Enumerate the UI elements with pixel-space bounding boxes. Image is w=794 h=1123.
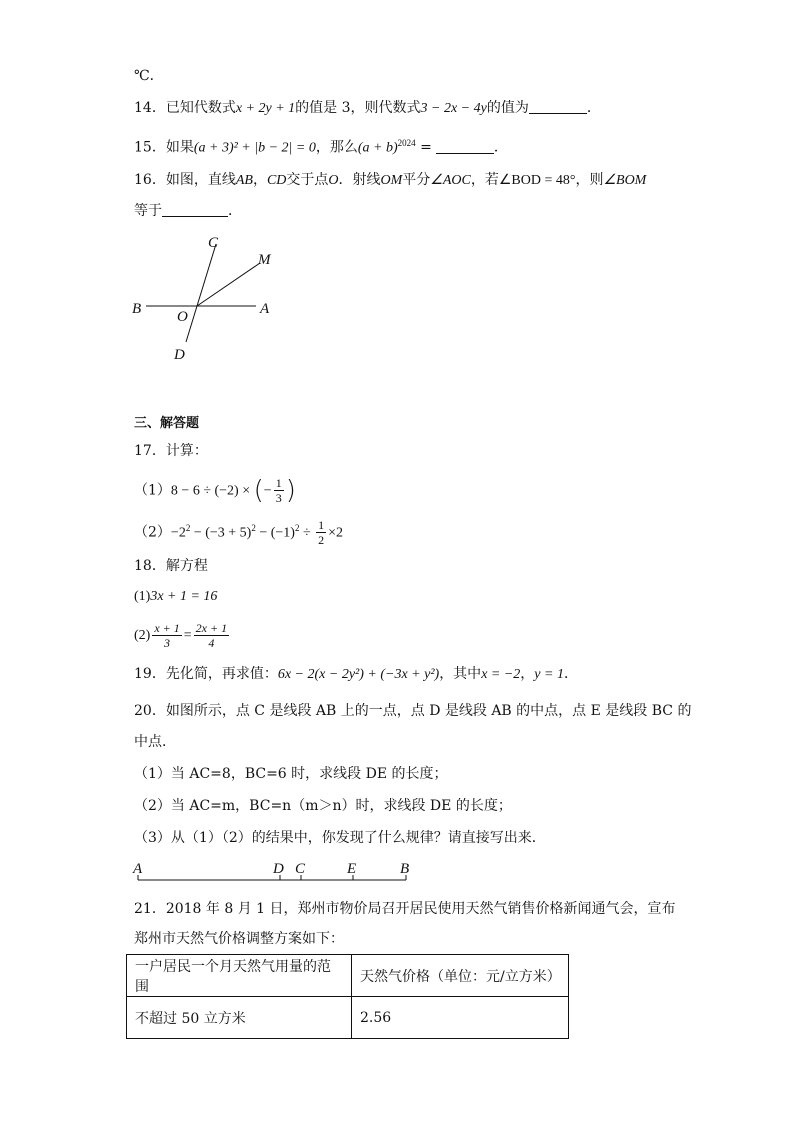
question-18-part2: (2) $\frac{x + 1}{3}$ = $\frac{2x + 1}{4}$ [134,620,228,650]
table-cell: 不超过 50 立方米 [127,997,352,1039]
label-c: C [208,235,219,251]
label-b: B [132,301,142,317]
q13-tail: ℃． [134,68,164,84]
question-18-part1: (1)3x + 1 = 16 [134,589,218,604]
label-a: A [133,861,143,877]
fraction: $\frac{1}{2}$ [318,518,325,548]
answer-blank [436,139,494,154]
table-header-cell: 一户居民一个月天然气用量的范围 [127,955,352,997]
label-o: O [177,309,188,325]
label-d: D [273,861,284,877]
table-row [127,997,569,1039]
question-14: 14．已知代数式x + 2y + 1的值是 3，则代数式3 − 2x − 4y的值为 ． [134,100,601,116]
segment-figure [128,856,428,888]
label-e: E [347,861,357,877]
question-20-part2: （2）当 AC=m，BC=n（m＞n）时，求线段 DE 的长度； [134,798,512,814]
table-header-row [127,955,569,997]
question-20: 20．如图所示，点 C 是线段 AB 上的一点，点 D 是线段 AB 的中点，点 E 是线段 BC 的 [134,703,692,719]
question-16-line2: 等于 ． [134,203,242,219]
label-a: A [260,301,270,317]
table-header-cell: 天然气价格（单位：元/立方米） [352,955,569,997]
question-21-line2: 郑州市天然气价格调整方案如下： [134,931,344,947]
answer-blank [529,99,587,114]
ray-om [197,263,260,306]
question-20-line2: 中点． [134,734,176,750]
question-17-part1: （1）8 − 6 ÷ (−2) × (− $\frac{1}{3}$ ) [134,475,296,506]
question-17-part2: $(2)-2^2 - (-3 + 5)^2 - (-1)^2$ ÷ $\frac{1}{2}$ ×2 [134,518,344,548]
question-15: 15．如果(a + 3)² + |b − 2| = 0，那么$(a + b)^{2024}$ = ． [134,138,508,156]
angle-figure [120,228,290,368]
section-title: 三、解答题 [134,416,200,431]
table-cell: 2.56 [352,997,569,1039]
label-b: B [400,861,410,877]
fraction: $\frac{1}{3}$ [275,476,282,505]
question-19: 19．先化简，再求值：6x − 2(x − 2y²) + (−3x + y²)，其中x = −2，y = 1． [134,666,578,682]
question-20-part1: （1）当 AC=8，BC=6 时，求线段 DE 的长度； [134,766,448,782]
label-c: C [295,861,306,877]
question-20-part3: （3）从（1）（2）的结果中，你发现了什么规律？请直接写出来． [134,830,546,846]
label-d: D [174,347,185,363]
question-18: 18．解方程 [134,558,208,574]
question-17: 17．计算： [134,443,208,459]
question-21: 21．2018 年 8 月 1 日，郑州市物价局召开居民使用天然气销售价格新闻通气会，宣布 [134,901,676,917]
label-m: M [258,252,271,268]
fraction: $\frac{x + 1}{3}$ [154,620,180,650]
answer-blank [162,202,228,217]
price-table [126,954,569,1039]
line-cd [186,244,216,342]
question-16: 16．如图，直线AB，CD交于点O．射线OM平分∠AOC，若∠BOD = 48°，则∠BOM [134,172,647,188]
fraction: $\frac{2x + 1}{4}$ [195,620,228,650]
